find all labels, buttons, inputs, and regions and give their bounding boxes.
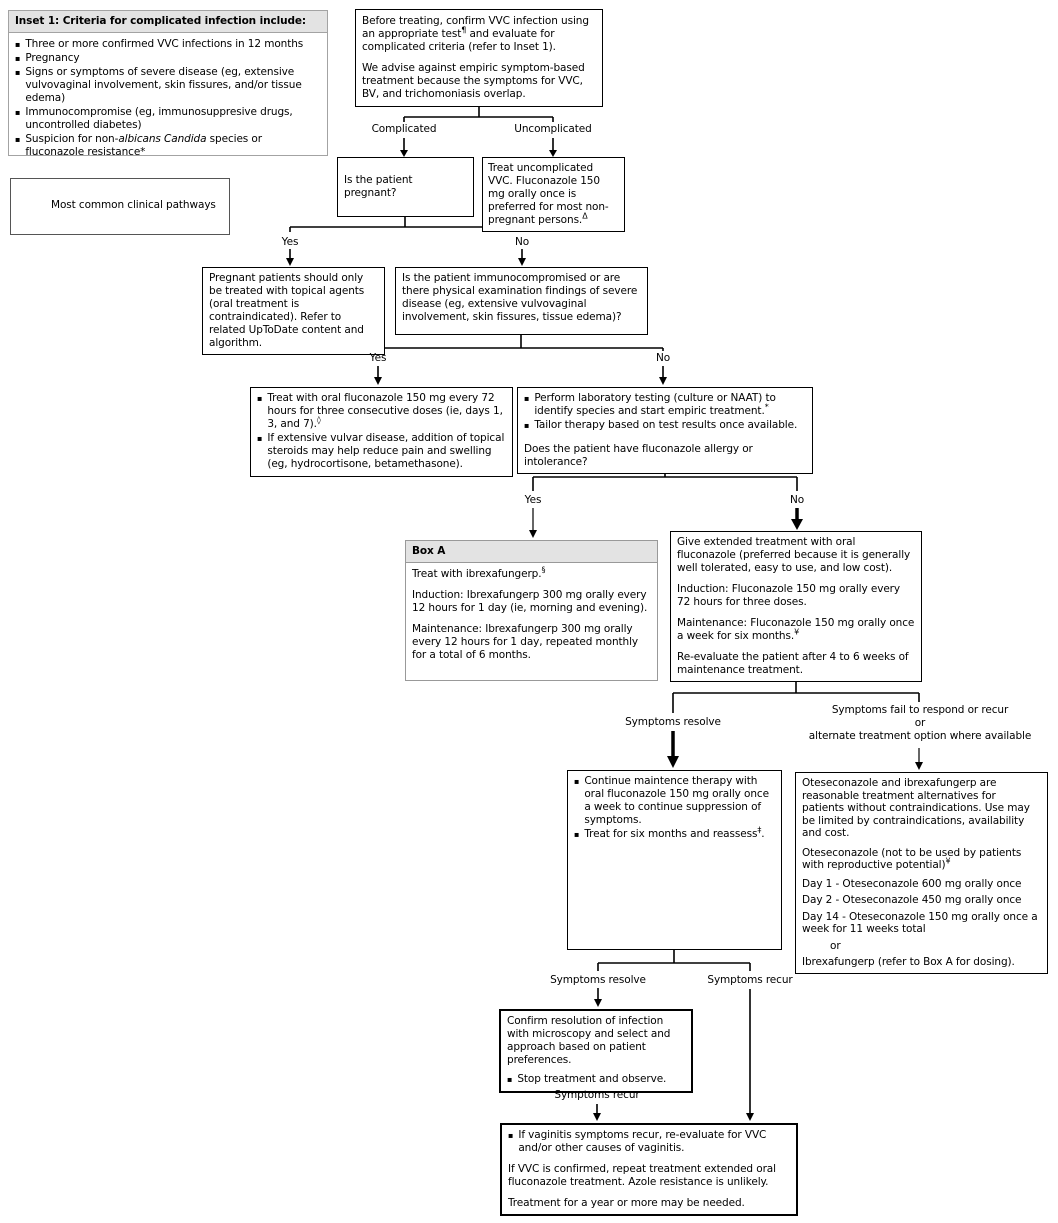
branch-label-yes: Yes xyxy=(281,236,299,248)
recur-reevaluate-item-text: If vaginitis symptoms recur, re-evaluate for VVC and/or other causes of vaginitis. xyxy=(518,1129,767,1154)
inset1-item xyxy=(15,38,321,51)
oteseconazole-day1: Day 1 - Oteseconazole 600 mg orally once xyxy=(802,877,1022,890)
oteseconazole-p1: Oteseconazole and ibrexafungerp are reasonable treatment alternatives for patients without contraindications. Use may be limited by contraindications, availability and cost. xyxy=(802,777,1030,839)
pregnant-question-text: Is the patient pregnant? xyxy=(344,174,413,199)
branch-label-uncomplicated: Uncomplicated xyxy=(514,123,592,135)
recur-reevaluate-item xyxy=(508,1129,790,1155)
branch-label-yes: Yes xyxy=(524,494,542,506)
continue-maintenance-item-text: Treat for six months and reassess‡. xyxy=(584,825,765,840)
extended-p2: Induction: Fluconazole 150 mg orally every 72 hours for three doses. xyxy=(677,583,901,608)
confirm-resolution-p1: Confirm resolution of infection with microscopy and select and approach based on patient preferences. xyxy=(507,1015,671,1066)
branch-label-complicated: Complicated xyxy=(371,123,437,135)
confirm-vvc-p2: We advise against empiric symptom-based treatment because the symptoms for VVC, BV, and trichomoniasis overlap. xyxy=(362,62,585,100)
inset1-item xyxy=(15,66,321,105)
branch-label-symptoms-resolve: Symptoms resolve xyxy=(550,974,646,986)
branch-label-no: No xyxy=(514,236,530,248)
continue-maintenance-item xyxy=(574,775,775,827)
continue-maintenance-box xyxy=(567,770,782,950)
pregnant-treat-box xyxy=(202,267,385,355)
extended-p4: Re-evaluate the patient after 4 to 6 weeks of maintenance treatment. xyxy=(677,651,909,676)
recur-reevaluate-p2: If VVC is confirmed, repeat treatment extended oral fluconazole treatment. Azole resistance is unlikely. xyxy=(508,1163,776,1188)
inset1-item-text: Suspicion for non-albicans Candida species or fluconazole resistance* xyxy=(25,133,262,158)
inset1-title: Inset 1: Criteria for complicated infection include: xyxy=(9,11,327,33)
confirm-resolution-item-text: Stop treatment and observe. xyxy=(517,1073,667,1085)
box-a-p3: Maintenance: Ibrexafungerp 300 mg orally every 12 hours for 1 day, repeated monthly for a total of 6 months. xyxy=(412,623,639,661)
bullet-icon: ▪ xyxy=(15,135,21,144)
immunocompromised-question-text: Is the patient immunocompromised or are there physical examination findings of severe disease (eg, extensive vulvovaginal involvement, skin fissures, tissue edema)? xyxy=(402,272,638,323)
branch-label-no: No xyxy=(789,494,805,506)
bullet-icon: ▪ xyxy=(257,394,263,403)
box-a-p2: Induction: Ibrexafungerp 300 mg orally every 12 hours for 1 day (ie, morning and evening). xyxy=(412,589,648,614)
extended-p3: Maintenance: Fluconazole 150 mg orally once a week for six months.¥ xyxy=(677,617,915,642)
bullet-icon: ▪ xyxy=(524,394,530,403)
confirm-resolution-box xyxy=(499,1009,693,1093)
oteseconazole-p2: Oteseconazole (not to be used by patients with reproductive potential)¥ xyxy=(802,846,1022,871)
lab-testing-item-text: Tailor therapy based on test results once available. xyxy=(534,419,798,431)
branch-label-symptoms-fail xyxy=(809,704,1031,743)
confirm-vvc-box xyxy=(355,9,603,107)
pregnant-question-box xyxy=(337,157,474,217)
bullet-icon: ▪ xyxy=(574,777,580,786)
box-a-panel xyxy=(405,540,658,681)
fluconazole-severe-item-text: If extensive vulvar disease, addition of topical steroids may help reduce pain and swelling (eg, hydrocortisone, betamethasone). xyxy=(267,432,505,470)
lab-testing-box xyxy=(517,387,813,474)
bullet-icon: ▪ xyxy=(15,68,21,77)
recur-reevaluate-p3: Treatment for a year or more may be needed. xyxy=(508,1197,745,1209)
pregnant-treat-text: Pregnant patients should only be treated with topical agents (oral treatment is contraindicated). Refer to related UpToDate content and algorithm. xyxy=(209,272,365,349)
oteseconazole-day14: Day 14 - Oteseconazole 150 mg orally once a week for 11 weeks total xyxy=(802,910,1038,935)
bullet-icon: ▪ xyxy=(257,434,263,443)
immunocompromised-question-box xyxy=(395,267,648,335)
branch-label-no: No xyxy=(655,352,671,364)
inset1-item xyxy=(15,106,321,132)
inset1-item-text: Signs or symptoms of severe disease (eg, extensive vulvovaginal involvement, skin fissures, and/or tissue edema) xyxy=(25,66,302,104)
box-a-title: Box A xyxy=(406,541,657,563)
inset1-panel xyxy=(8,10,328,156)
oteseconazole-day2: Day 2 - Oteseconazole 450 mg orally once xyxy=(802,894,1022,906)
symptoms-fail-line3: alternate treatment option where available xyxy=(808,730,1032,742)
legend-label: Most common clinical pathways xyxy=(51,199,216,211)
inset1-item-text: Pregnancy xyxy=(25,52,80,64)
bullet-icon: ▪ xyxy=(507,1075,513,1084)
bullet-icon: ▪ xyxy=(15,54,21,63)
inset1-item xyxy=(15,133,321,159)
lab-testing-item xyxy=(524,419,806,432)
confirm-vvc-p1: Before treating, confirm VVC infection using an appropriate test¶ and evaluate for complicated criteria (refer to Inset 1). xyxy=(362,15,589,53)
branch-label-yes: Yes xyxy=(369,352,387,364)
inset1-item-text: Immunocompromise (eg, immunosuppresive drugs, uncontrolled diabetes) xyxy=(25,106,293,131)
oteseconazole-or: or xyxy=(830,939,841,952)
symptoms-fail-line1: Symptoms fail to respond or recur xyxy=(831,704,1009,716)
bullet-icon: ▪ xyxy=(524,421,530,430)
oteseconazole-box xyxy=(795,772,1048,974)
continue-maintenance-item-text: Continue maintence therapy with oral fluconazole 150 mg orally once a week to continue suppression of symptoms. xyxy=(584,775,769,826)
fluconazole-severe-item xyxy=(257,392,506,431)
lab-testing-item-text: Perform laboratory testing (culture or NAAT) to identify species and start empiric treatment.* xyxy=(534,392,776,417)
continue-maintenance-item xyxy=(574,825,775,841)
extended-p1: Give extended treatment with oral fluconazole (preferred because it is generally well tolerated, easy to use, and low cost). xyxy=(677,536,911,574)
bullet-icon: ▪ xyxy=(15,40,21,49)
lab-testing-item xyxy=(524,392,806,418)
fluconazole-allergy-question: Does the patient have fluconazole allergy or intolerance? xyxy=(524,443,753,468)
extended-fluconazole-box xyxy=(670,531,922,682)
uncomplicated-treat-text: Treat uncomplicated VVC. Fluconazole 150 mg orally once is preferred for most non-pregnant persons.$^\Delta$ xyxy=(488,162,609,226)
inset1-body xyxy=(9,33,327,165)
branch-label-symptoms-recur: Symptoms recur xyxy=(707,974,793,986)
bullet-icon: ▪ xyxy=(508,1131,514,1140)
box-a-body xyxy=(406,563,657,667)
branch-label-symptoms-recur: Symptoms recur xyxy=(554,1089,640,1101)
oteseconazole-alt: Ibrexafungerp (refer to Box A for dosing). xyxy=(802,956,1015,968)
bullet-icon: ▪ xyxy=(15,108,21,117)
uncomplicated-treat-box xyxy=(482,157,625,232)
branch-label-symptoms-resolve: Symptoms resolve xyxy=(625,716,721,728)
bullet-icon: ▪ xyxy=(574,830,580,839)
inset1-item-text: Three or more confirmed VVC infections in 12 months xyxy=(25,38,304,50)
symptoms-fail-line2: or xyxy=(914,717,926,729)
fluconazole-severe-item xyxy=(257,432,506,471)
fluconazole-severe-item-text: Treat with oral fluconazole 150 mg every 72 hours for three consecutive doses (ie, days 1, 3, and 7).◊ xyxy=(267,392,503,430)
lab-testing-items xyxy=(524,392,806,433)
inset1-item xyxy=(15,52,321,65)
recur-reevaluate-box xyxy=(500,1123,798,1216)
confirm-resolution-item xyxy=(507,1073,685,1086)
fluconazole-severe-box xyxy=(250,387,513,477)
legend-box xyxy=(10,178,230,235)
box-a-p1: Treat with ibrexafungerp.§ xyxy=(412,565,546,580)
